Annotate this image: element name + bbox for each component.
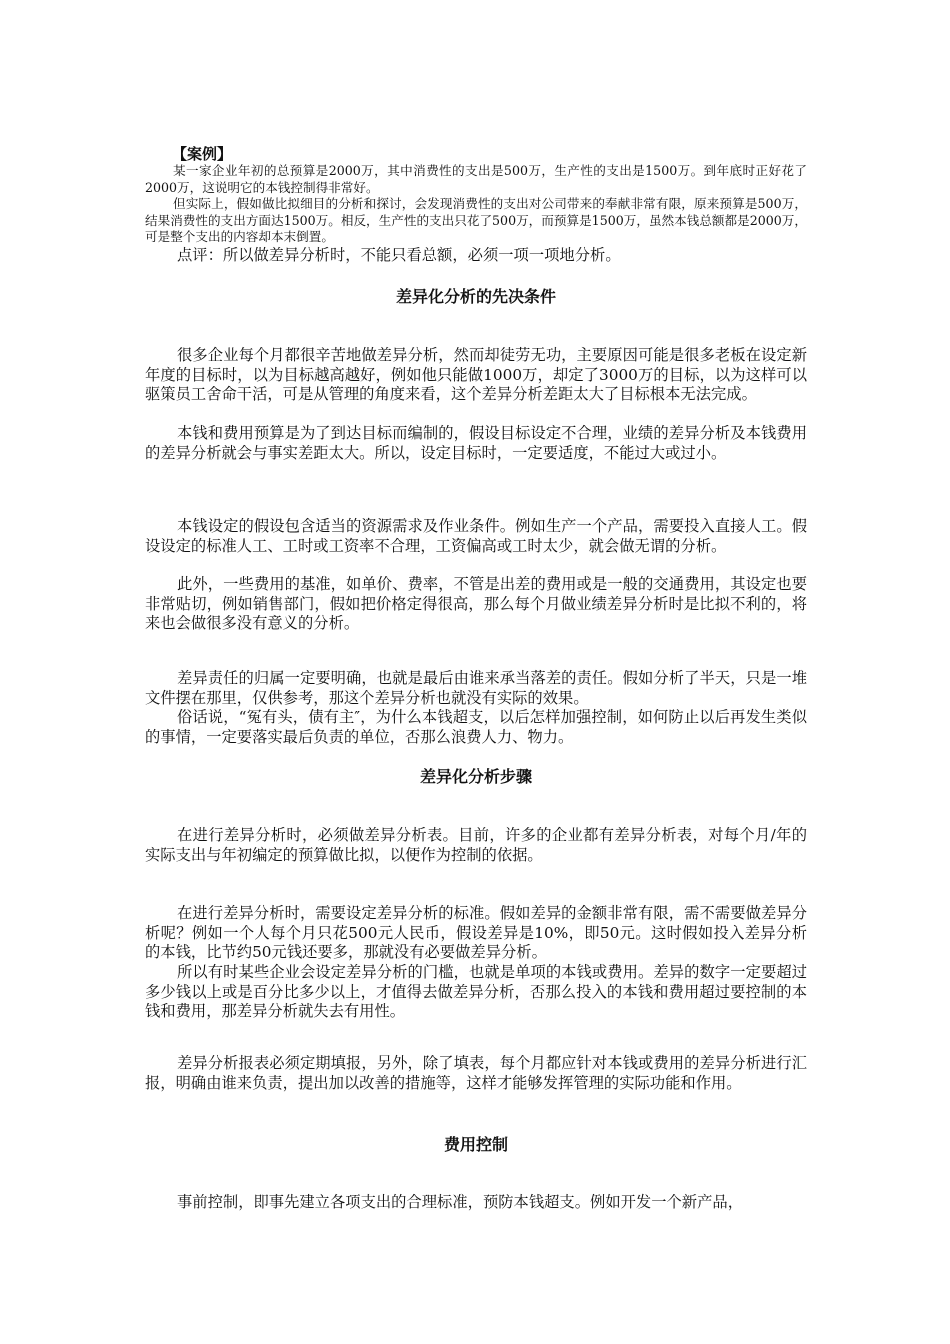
section3-paragraph-1: 事前控制，即事先建立各项支出的合理标准，预防本钱超支。例如开发一个新产品，: [177, 1193, 743, 1211]
section2-paragraph-2: 在进行差异分析时，需要设定差异分析的标准。假如差异的金额非常有限，需不需要做差异分析呢？例如一个人每个月只花500元人民币，假设差异是10%，即50元。这时假如投入差异分析的本钱，比节约50元钱还要多，那就没有必要做差异分析。: [145, 904, 807, 961]
section-heading-steps: 差异化分析步骤: [419, 767, 532, 786]
case-paragraph-2: 但实际上，假如做比拟细目的分析和探讨，会发现消费性的支出对公司带来的奉献非常有限，原来预算是500万，结果消费性的支出方面达1500万。相反，生产性的支出只花了500万，而预算是1500万，虽然本钱总额都是2000万，可是整个支出的内容却本末倒置。: [145, 196, 807, 244]
case-comment: 点评：所以做差异分析时，不能只看总额，必须一项一项地分析。: [177, 246, 621, 264]
section1-paragraph-5: 差异责任的归属一定要明确，也就是最后由谁来承当落差的责任。假如分析了半天，只是一堆文件摆在那里，仅供参考，那这个差异分析也就没有实际的效果。: [145, 669, 807, 707]
section2-paragraph-3: 所以有时某些企业会设定差异分析的门槛，也就是单项的本钱或费用。差异的数字一定要超过多少钱以上或是百分比多少以上，才值得去做差异分析，否那么投入的本钱和费用超过要控制的本钱和费用，那差异分析就失去有用性。: [145, 963, 807, 1020]
section1-paragraph-2: 本钱和费用预算是为了到达目标而编制的，假设目标设定不合理，业绩的差异分析及本钱费用的差异分析就会与事实差距太大。所以，设定目标时，一定要适度，不能过大或过小。: [145, 424, 807, 462]
section-heading-prerequisites: 差异化分析的先决条件: [395, 287, 556, 306]
section2-paragraph-1: 在进行差异分析时，必须做差异分析表。目前，许多的企业都有差异分析表，对每个月/年的实际支出与年初编定的预算做比拟，以便作为控制的依据。: [145, 826, 807, 864]
section1-paragraph-1: 很多企业每个月都很辛苦地做差异分析，然而却徒劳无功，主要原因可能是很多老板在设定新年度的目标时，以为目标越高越好，例如他只能做1000万，却定了3000万的目标，以为这样可以驱策员工舍命干活，可是从管理的角度来看，这个差异分析差距太大了目标根本无法完成。: [145, 346, 807, 403]
section1-paragraph-4: 此外，一些费用的基准，如单价、费率，不管是出差的费用或是一般的交通费用，其设定也要非常贴切，例如销售部门，假如把价格定得很高，那么每个月做业绩差异分析时是比拟不利的，将来也会做很多没有意义的分析。: [145, 575, 807, 632]
section1-paragraph-6: 俗话说，“冤有头，债有主″，为什么本钱超支，以后怎样加强控制，如何防止以后再发生类似的事情，一定要落实最后负责的单位，否那么浪费人力、物力。: [145, 708, 807, 746]
section1-paragraph-3: 本钱设定的假设包含适当的资源需求及作业条件。例如生产一个产品，需要投入直接人工。假设设定的标准人工、工时或工资率不合理，工资偏高或工时太少，就会做无谓的分析。: [145, 517, 807, 555]
section-heading-cost-control: 费用控制: [443, 1135, 508, 1154]
case-paragraph-1: 某一家企业年初的总预算是2000万，其中消费性的支出是500万，生产性的支出是1500万。到年底时正好花了2000万，这说明它的本钱控制得非常好。: [145, 163, 807, 195]
case-title: 【案例】: [172, 145, 233, 163]
section2-paragraph-4: 差异分析报表必须定期填报，另外，除了填表，每个月都应针对本钱或费用的差异分析进行汇报，明确由谁来负责，提出加以改善的措施等，这样才能够发挥管理的实际功能和作用。: [145, 1054, 807, 1092]
